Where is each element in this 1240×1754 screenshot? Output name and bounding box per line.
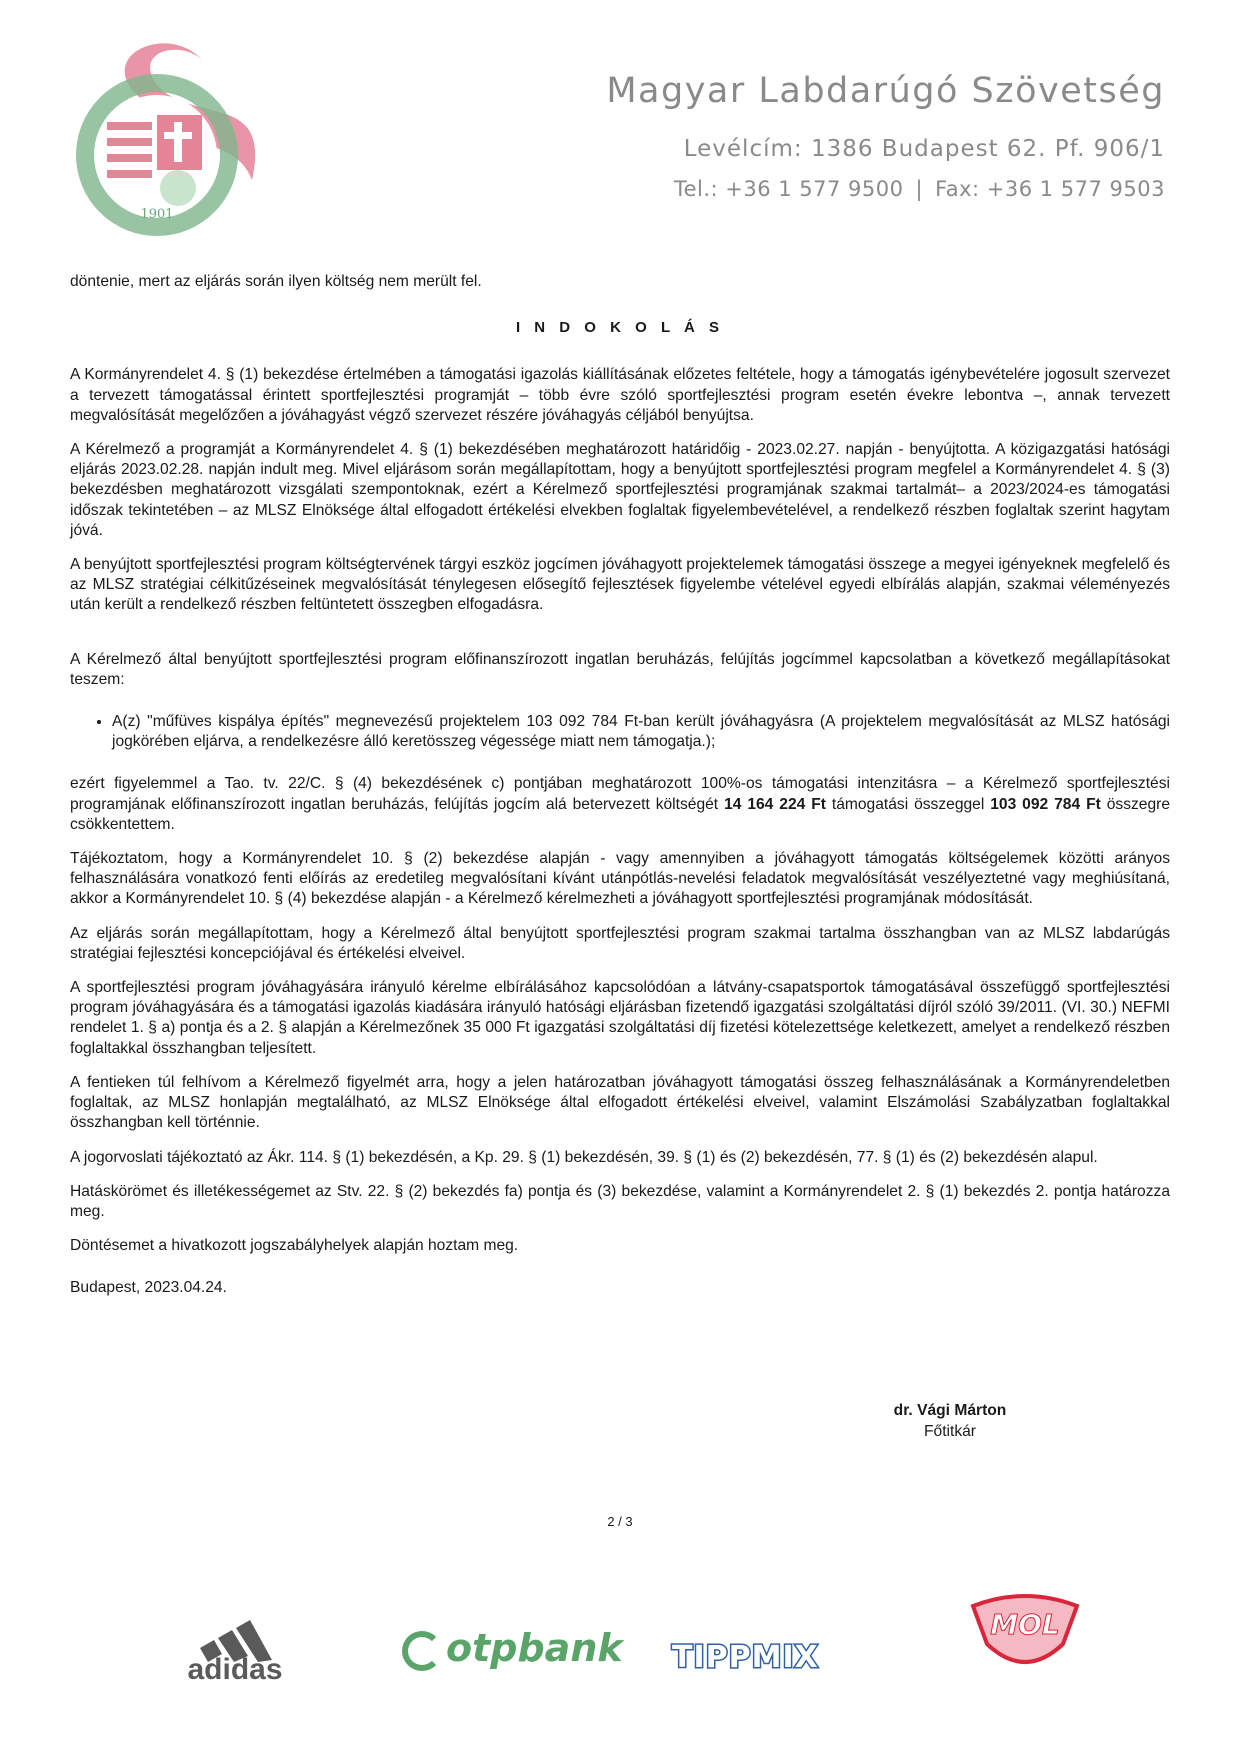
paragraph-2: A Kérelmező a programját a Kormányrendelet 4. § (1) bekezdésében meghatározott határidőig - 2023.02.27. napján - benyújtotta. A közigazgatási hatósági eljárás 2023.02.28. napján indult meg. Mivel eljárásom során megállapítottam, hogy a benyújtott sportfejlesztési program megfelel a Kormányrendelet 4. § (3) bekezdésben meghatározott vizsgálati szempontoknak, ezért a Kérelmező sportfejlesztési programjának szakmai tartalmát– a 2023/2024-es támogatási időszak tekintetében – az MLSZ Elnöksége által elfogadott értékelési elvekben foglaltak figyelembevételével, a rendelkező részben foglaltak szerint hagytam jóvá. xyxy=(70,441,1170,539)
contact-separator: | xyxy=(915,177,924,201)
signatory-name: dr. Vági Márton xyxy=(893,1402,1007,1419)
org-contact xyxy=(606,174,1165,204)
paragraph-1: A Kormányrendelet 4. § (1) bekezdése értelmében a támogatási igazolás kiállításának előzetes feltétele, hogy a támogatás igénybevételére jogosult szervezet a tervezett támogatással érintett sportfejlesztési programját – több évre szóló sportfejlesztési program esetén évekre lebontva –, annak tervezett megvalósítását megelőzően a jóváhagyást végző szervezet részére jóváhagyás céljából benyújtsa. xyxy=(70,366,1170,424)
svg-text:MOL: MOL xyxy=(990,1608,1060,1641)
amount-reduction: 14 164 224 Ft xyxy=(724,795,826,813)
svg-text:adidas: adidas xyxy=(187,1653,283,1680)
tippmix-logo: TIPPMIX xyxy=(672,1640,819,1675)
paragraph-6: Tájékoztatom, hogy a Kormányrendelet 10. § (2) bekezdése alapján - vagy amennyiben a jóváhagyott támogatás költségelemek közötti arányos felhasználására vonatkozó fenti előírás az eredetileg megvalósítani kívánt utánpótlás-nevelési feladatok megvalósítását veszélyeztetné vagy meghiúsítaná, akkor a Kormányrendelet 10. § (4) bekezdése alapján - a Kérelmező kérelmezheti a jóváhagyott sportfejlesztési programjának módosítását. xyxy=(70,850,1170,908)
paragraph-11: Hatáskörömet és illetékességemet az Stv. 22. § (2) bekezdés fa) pontja és (3) bekezdése, valamint a Kormányrendelet 2. § (1) bekezdés 2. pontja határozza meg. xyxy=(70,1182,1170,1220)
findings-list xyxy=(70,712,1170,752)
place-date: Budapest, 2023.04.24. xyxy=(70,1279,227,1297)
paragraph-12: Döntésemet a hivatkozott jogszabályhelyek alapján hoztam meg. xyxy=(70,1237,519,1255)
p5-text-c: összegre csökkentettem. xyxy=(70,795,1170,833)
logo-year: 1901 xyxy=(140,207,174,222)
p5-text-b: támogatási összeggel xyxy=(825,795,991,813)
paragraph-4: A Kérelmező által benyújtott sportfejlesztési program előfinanszírozott ingatlan beruházás, felújítás jogcímmel kapcsolatban a következő megállapításokat teszem: xyxy=(70,650,1170,688)
sponsor-bar xyxy=(0,1580,1240,1710)
paragraph-7: Az eljárás során megállapítottam, hogy a Kérelmező által benyújtott sportfejlesztési program szakmai tartalma összhangban van az MLSZ labdarúgás stratégiai fejlesztési koncepciójával és értékelési elveivel. xyxy=(70,924,1170,962)
org-fax: Fax: +36 1 577 9503 xyxy=(935,177,1165,201)
document-body xyxy=(70,272,1170,1299)
otpbank-logo: otpbank xyxy=(402,1626,623,1671)
mlsz-logo xyxy=(62,30,292,240)
org-address: Levélcím: 1386 Budapest 62. Pf. 906/1 xyxy=(683,136,1165,162)
section-title: I N D O K O L Á S xyxy=(515,319,725,337)
page-number: 2 / 3 xyxy=(607,1514,633,1529)
otp-mark-icon xyxy=(402,1631,442,1671)
continuation-text: döntenie, mert az eljárás során ilyen költség nem merült fel. xyxy=(70,273,482,290)
mol-logo xyxy=(965,1588,1085,1674)
letterhead xyxy=(0,0,1240,250)
org-info xyxy=(606,66,1165,204)
p5-text-a: ezért figyelemmel a Tao. tv. 22/C. § (4) bekezdésének c) pontjában meghatározott 100%-os támogatási intenzitásra – a Kérelmező sportfejlesztési programjának előfinanszírozott ingatlan beruházás, felújítás jogcím alá betervezett költségét xyxy=(70,775,1170,813)
amount-approved: 103 092 784 Ft xyxy=(990,795,1101,813)
paragraph-8: A sportfejlesztési program jóváhagyására irányuló kérelme elbírálásához kapcsolódóan a látvány-csapatsportok támogatásával összefüggő sportfejlesztési program jóváhagyására és a támogatási igazolás kiadására irányuló hatósági eljárásban fizetendő igazgatási szolgáltatási díjról szóló 39/2011. (VI. 30.) NEFMI rendelet 1. § a) pontja és a 2. § alapján a Kérelmezőnek 35 000 Ft igazgatási szolgáltatási díj fizetési kötelezettsége keletkezett, amelyet a rendelkező részben foglaltakkal összhangban teljesített. xyxy=(70,979,1170,1057)
paragraph-3: A benyújtott sportfejlesztési program költségtervének tárgyi eszköz jogcímen jóváhagyott projektelemek támogatási összege a megyei igényeknek megfelelő és az MLSZ stratégiai célkitűzéseinek megvalósítását ténylegesen elősegítő fejlesztések figyelembe vételével egyedi elbírálás alapján, szakmai véleményezés után került a rendelkező részben feltüntetett összegben elfogadásra. xyxy=(70,556,1170,614)
paragraph-9: A fentieken túl felhívom a Kérelmező figyelmét arra, hogy a jelen határozatban jóváhagyott támogatási összeg felhasználásának a Kormányrendeletben foglaltak, az MLSZ honlapján megtalálható, az MLSZ Elnöksége által elfogadott értékelési elveivel, valamint Elszámolási Szabályzatban foglaltakkal összhangban kell történnie. xyxy=(70,1073,1170,1132)
list-item: • A(z) "műfüves kispálya építés" megnevezésű projektelem 103 092 784 Ft-ban került jóváhagyásra (A projektelem megvalósítását az MLSZ hatósági jogkörében eljárva, a rendelkezésre álló keretösszeg végessége miatt nem támogatja.); xyxy=(112,712,1170,752)
org-name: Magyar Labdarúgó Szövetség xyxy=(606,71,1165,111)
org-phone: Tel.: +36 1 577 9500 xyxy=(673,177,904,201)
signatory-title: Főtitkár xyxy=(924,1423,976,1440)
paragraph-5 xyxy=(70,774,1170,835)
adidas-logo xyxy=(170,1600,300,1680)
signature-block xyxy=(830,1400,1070,1442)
paragraph-10: A jogorvoslati tájékoztató az Ákr. 114. § (1) bekezdésén, a Kp. 29. § (1) bekezdésén, 39. § (1) és (2) bekezdésén, 77. § (1) és (2) bekezdésén alapul. xyxy=(70,1148,1098,1166)
